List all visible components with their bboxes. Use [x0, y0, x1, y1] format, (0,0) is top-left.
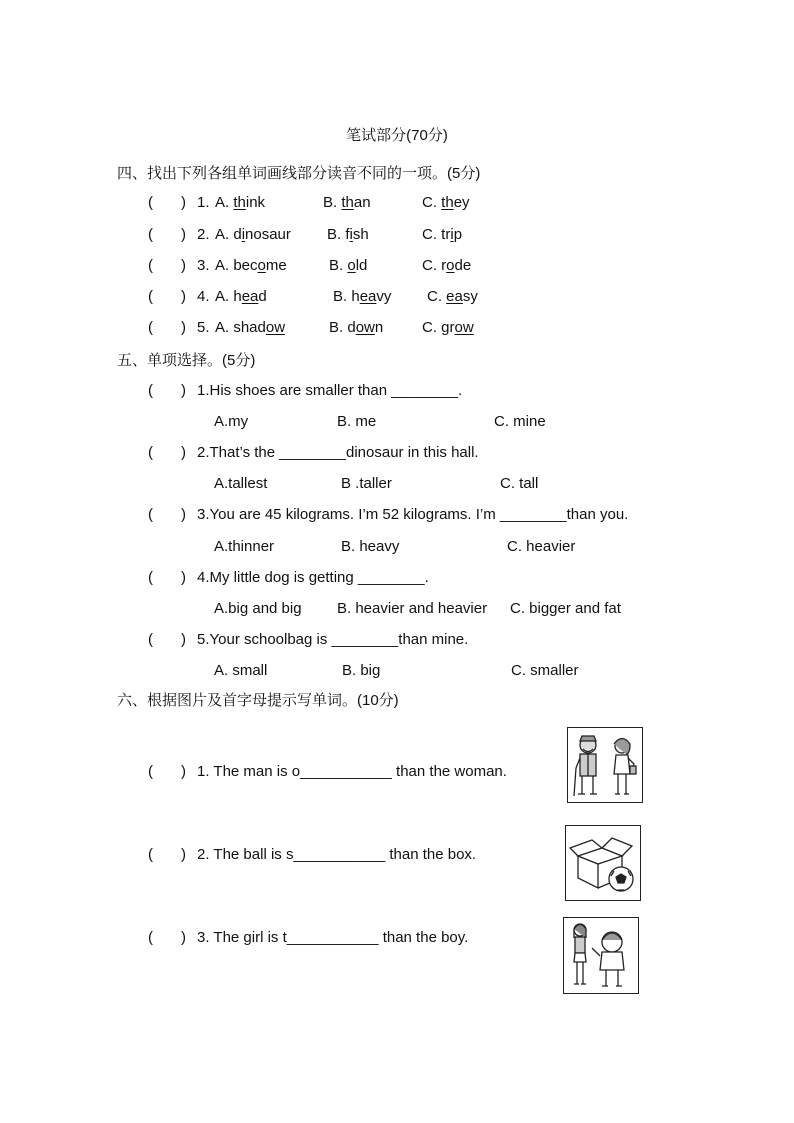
answer-bracket[interactable]: ( )	[148, 288, 186, 305]
option-c: C. easy	[427, 288, 478, 305]
option-b: B .taller	[341, 475, 392, 492]
option-c: C. heavier	[507, 538, 576, 555]
option-c: C. mine	[494, 413, 546, 430]
answer-bracket[interactable]: ( )	[148, 929, 186, 946]
answer-bracket[interactable]: ( )	[148, 194, 186, 211]
question-text: 3. The girl is t___________ than the boy.	[197, 929, 469, 946]
girl-and-boy-icon	[564, 918, 638, 993]
option-a: A. head	[215, 288, 267, 305]
option-a: A.thinner	[214, 538, 275, 555]
answer-bracket[interactable]: ( )	[148, 763, 186, 780]
page-title: 笔试部分(70分)	[346, 127, 448, 144]
box-and-ball-icon	[566, 826, 640, 900]
option-c: C. tall	[500, 475, 539, 492]
question-text: 2. The ball is s___________ than the box.	[197, 846, 477, 863]
option-b: B. me	[337, 413, 377, 430]
question-number: 1.	[197, 194, 210, 211]
old-man-and-woman-icon	[568, 728, 642, 802]
answer-bracket[interactable]: ( )	[148, 631, 186, 648]
option-b: B. old	[329, 257, 368, 274]
option-a: A. shadow	[215, 319, 286, 336]
question-number: 2.	[197, 226, 210, 243]
option-a: A. think	[215, 194, 266, 211]
option-b: B. heavy	[333, 288, 392, 305]
option-b: B. big	[342, 662, 381, 679]
question-text: 4.My little dog is getting ________.	[197, 569, 429, 586]
option-c: C. grow	[422, 319, 474, 336]
option-c: C. rode	[422, 257, 472, 274]
option-a: A.my	[214, 413, 249, 430]
question-text: 5.Your schoolbag is ________than mine.	[197, 631, 469, 648]
option-b: B. heavy	[341, 538, 400, 555]
old-man-and-woman-picture	[567, 727, 643, 803]
option-c: C. bigger and fat	[510, 600, 621, 617]
option-b: B. down	[329, 319, 384, 336]
option-a: A.tallest	[214, 475, 268, 492]
question-text: 3.You are 45 kilograms. I’m 52 kilograms. I’m ________than you.	[197, 506, 629, 523]
option-b: B. heavier and heavier	[337, 600, 488, 617]
answer-bracket[interactable]: ( )	[148, 226, 186, 243]
section-5-heading: 五、单项选择。(5分)	[117, 352, 256, 369]
question-number: 5.	[197, 319, 210, 336]
option-b: B. fish	[327, 226, 369, 243]
answer-bracket[interactable]: ( )	[148, 319, 186, 336]
answer-bracket[interactable]: ( )	[148, 506, 186, 523]
answer-bracket[interactable]: ( )	[148, 846, 186, 863]
option-c: C. trip	[422, 226, 463, 243]
question-number: 4.	[197, 288, 210, 305]
question-number: 3.	[197, 257, 210, 274]
box-and-ball-picture	[565, 825, 641, 901]
question-text: 1. The man is o___________ than the woman.	[197, 763, 507, 780]
option-a: A.big and big	[214, 600, 302, 617]
girl-and-boy-picture	[563, 917, 639, 994]
option-b: B. than	[323, 194, 371, 211]
option-c: C. they	[422, 194, 470, 211]
answer-bracket[interactable]: ( )	[148, 569, 186, 586]
question-text: 1.His shoes are smaller than ________.	[197, 382, 463, 399]
section-6-heading: 六、根据图片及首字母提示写单词。(10分)	[117, 692, 399, 709]
question-text: 2.That’s the ________dinosaur in this hall.	[197, 444, 479, 461]
answer-bracket[interactable]: ( )	[148, 382, 186, 399]
option-a: A. small	[214, 662, 268, 679]
answer-bracket[interactable]: ( )	[148, 444, 186, 461]
answer-bracket[interactable]: ( )	[148, 257, 186, 274]
section-4-heading: 四、找出下列各组单词画线部分读音不同的一项。(5分)	[117, 165, 481, 182]
option-a: A. become	[215, 257, 287, 274]
option-c: C. smaller	[511, 662, 579, 679]
option-a: A. dinosaur	[215, 226, 291, 243]
